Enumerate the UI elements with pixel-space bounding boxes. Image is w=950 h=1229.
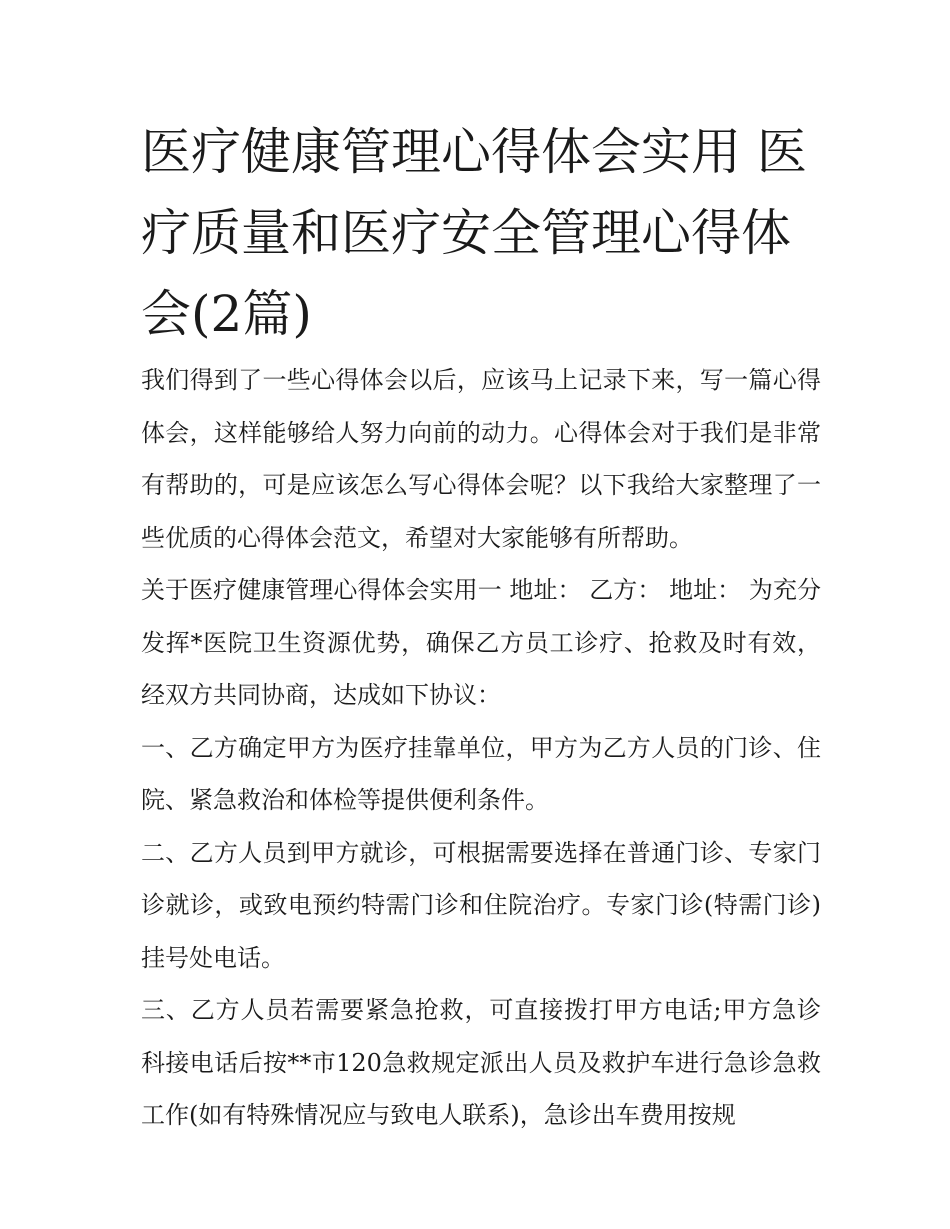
paragraph-clause-1: 一、乙方确定甲方为医疗挂靠单位，甲方为乙方人员的门诊、住院、紧急救治和体检等提供便利条件。 bbox=[141, 733, 821, 814]
paragraph-clause-2: 二、乙方人员到甲方就诊，可根据需要选择在普通门诊、专家门诊就诊，或致电预约特需门诊和住院治疗。专家门诊(特需门诊)挂号处电话。 bbox=[141, 838, 821, 972]
document-title: 医疗健康管理心得体会实用 医疗质量和医疗安全管理心得体会(2篇) bbox=[141, 123, 807, 343]
paragraph-clause-3: 三、乙方人员若需要紧急抢救，可直接拨打甲方电话;甲方急诊科接电话后按**市120急救规定派出人员及救护车进行急诊急救工作(如有特殊情况应与致电人联系)，急诊出车费用按规 bbox=[141, 996, 821, 1129]
document-body bbox=[141, 354, 821, 1142]
paragraph-agreement-intro: 关于医疗健康管理心得体会实用一 地址： 乙方： 地址： 为充分发挥*医院卫生资源优势，确保乙方员工诊疗、抢救及时有效，经双方共同协商，达成如下协议： bbox=[141, 576, 821, 709]
paragraph-intro: 我们得到了一些心得体会以后，应该马上记录下来，写一篇心得体会，这样能够给人努力向前的动力。心得体会对于我们是非常有帮助的，可是应该怎么写心得体会呢？以下我给大家整理了一些优质的心得体会范文，希望对大家能够有所帮助。 bbox=[141, 366, 821, 552]
